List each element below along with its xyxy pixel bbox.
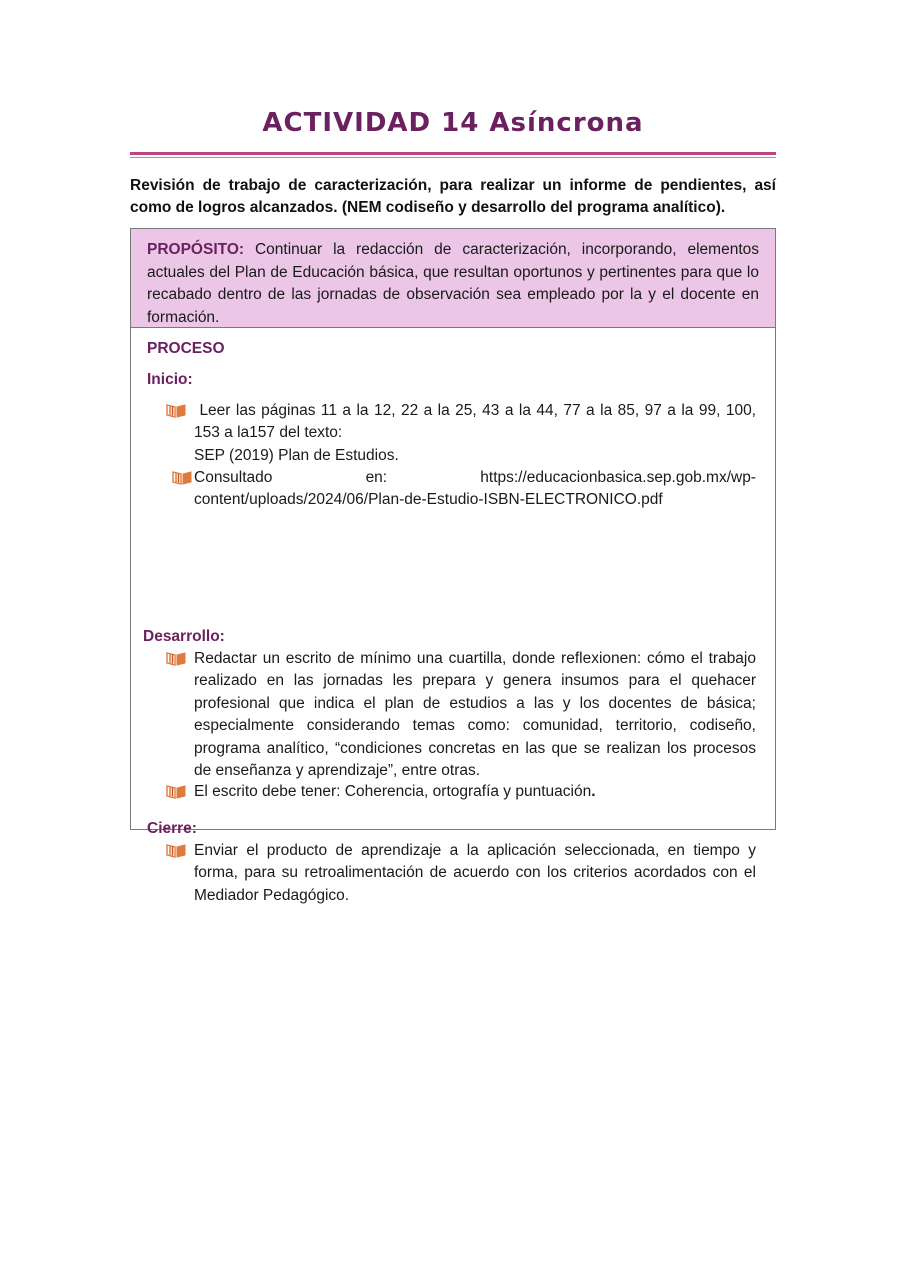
desarrollo-item-2-period: . — [591, 783, 596, 800]
desarrollo-item-2-text: El escrito debe tener: Coherencia, ortografía y puntuación — [194, 783, 592, 800]
title-rule-thin — [130, 157, 776, 158]
book-bullet-icon — [166, 784, 186, 799]
inicio-item-1 — [194, 400, 756, 467]
desarrollo-item-1 — [194, 648, 756, 782]
purpose-section — [131, 229, 775, 328]
inicio-heading: Inicio: — [147, 371, 193, 388]
cierre-item-1-text: Enviar el producto de aprendizaje a la aplicación seleccionada, en tiempo y forma, para su retroalimentación de acuerdo con los criterios acordados con el Mediador Pedagógico. — [194, 842, 756, 904]
inicio-item-2 — [194, 467, 756, 512]
source-url-part-1[interactable]: https://educacionbasica.sep.gob.mx/wp- — [480, 469, 756, 486]
inicio-item-1-ref: SEP (2019) Plan de Estudios. — [194, 446, 399, 464]
desarrollo-item-1-text: Redactar un escrito de mínimo una cuartilla, donde reflexionen: cómo el trabajo realizado en las jornadas les prepara y genera insumos para el quehacer profesional que indica el plan de estudios a las y los docentes de básica; especialmente considerando temas como: comunidad, territorio, codiseño, programa analítico, “condiciones concretas en las que se realizan los procesos de enseñanza y aprendizaje”, entre otras. — [194, 650, 756, 780]
desarrollo-heading: Desarrollo: — [143, 628, 225, 645]
cierre-heading: Cierre: — [147, 820, 197, 837]
cierre-item-1 — [194, 840, 756, 907]
book-bullet-icon — [166, 651, 186, 666]
book-bullet-icon — [166, 403, 186, 418]
intro-paragraph: Revisión de trabajo de caracterización, para realizar un informe de pendientes, así como de logros alcanzados. (NEM codiseño y desarrollo del programa analítico). — [130, 177, 776, 216]
desarrollo-item-2 — [194, 781, 756, 803]
consultado-label: Consultado — [194, 469, 273, 486]
inicio-item-1-text: Leer las páginas 11 a la 12, 22 a la 25, 43 a la 44, 77 a la 85, 97 a la 99, 100, 153 a la157 del texto: — [194, 402, 756, 442]
page-title: ACTIVIDAD 14 Asíncrona — [262, 108, 644, 138]
activity-box — [130, 228, 776, 904]
book-bullet-icon — [172, 470, 192, 485]
book-bullet-icon — [166, 843, 186, 858]
purpose-text: Continuar la redacción de caracterización, incorporando, elementos actuales del Plan de Educación básica, que resultan oportunos y pertinentes para que lo recabado dentro de las jornadas de observación sea empleado por la y el docente en formación. — [147, 241, 759, 326]
title-rule-thick — [130, 152, 776, 155]
consultado-en: en: — [365, 469, 388, 486]
process-heading: PROCESO — [147, 340, 225, 357]
source-url-part-2[interactable]: content/uploads/2024/06/Plan-de-Estudio-ISBN-ELECTRONICO.pdf — [194, 491, 663, 509]
purpose-label: PROPÓSITO: — [147, 241, 245, 258]
